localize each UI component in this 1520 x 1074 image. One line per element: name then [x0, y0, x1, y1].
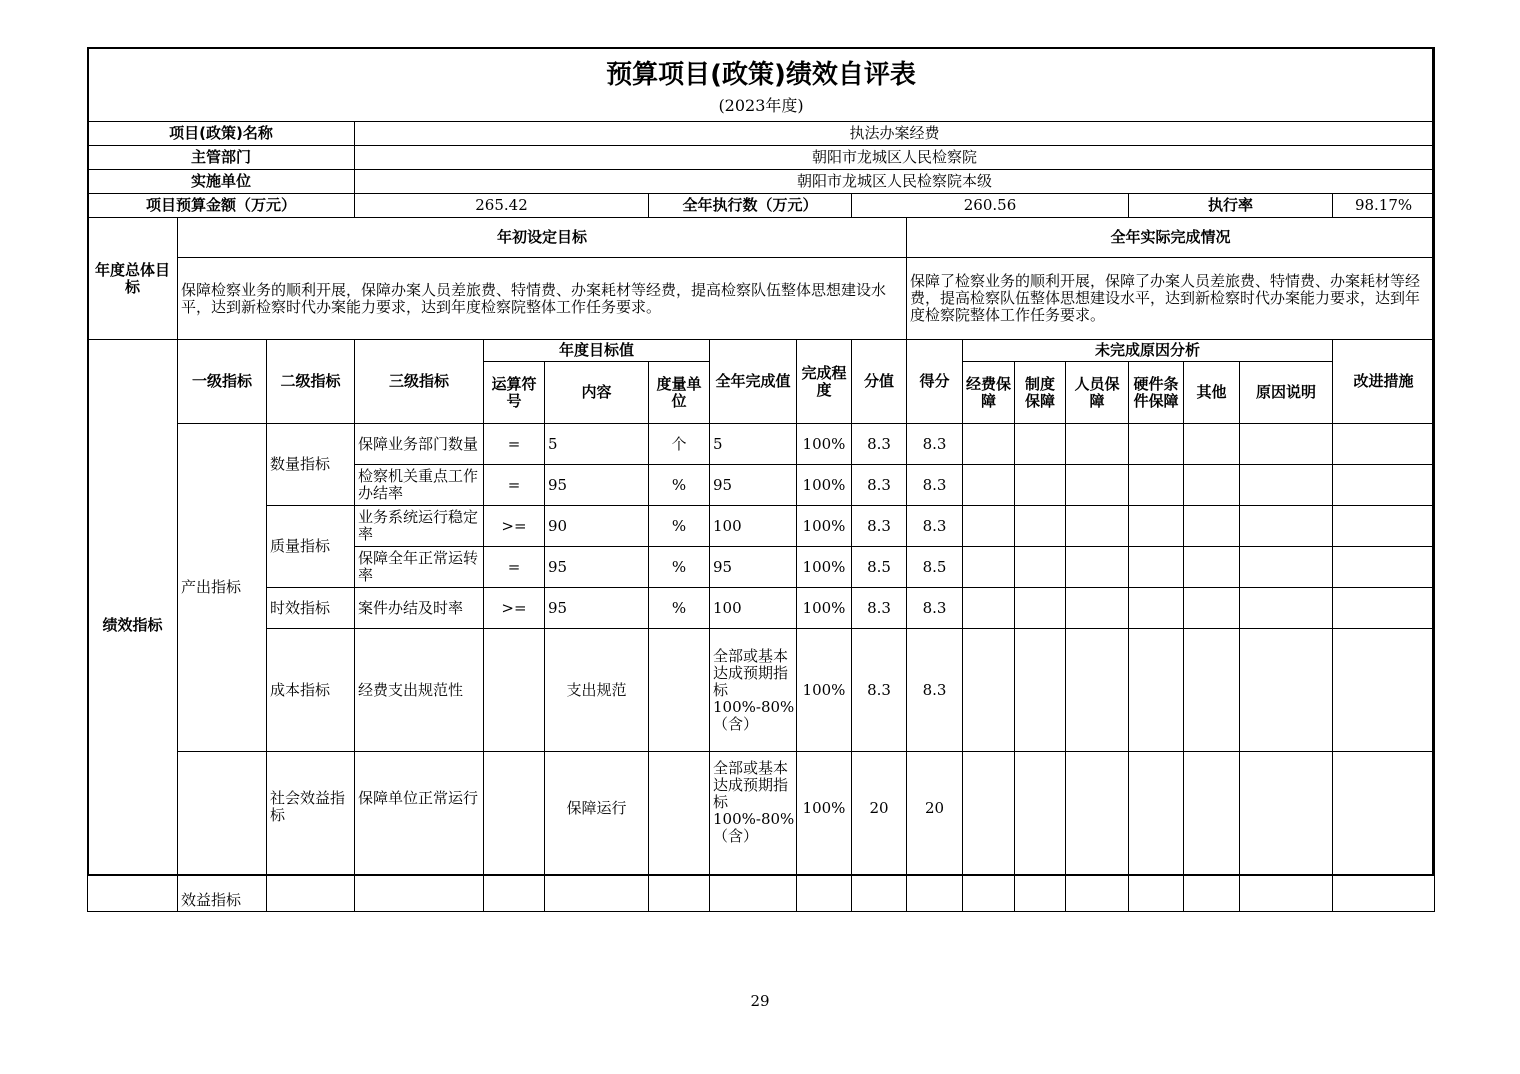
empty-cell: [963, 752, 1015, 912]
level3-cell: 保障业务部门数量: [355, 424, 484, 465]
empty-cell: [963, 465, 1015, 506]
actual-completion-text: 保障了检察业务的顺利开展，保障了办案人员差旅费、特情费、办案耗材等经费，提高检察队伍整体思想建设水平，达到新检察时代办案能力要求，达到年度检察院整体工作任务要求。: [907, 258, 1435, 340]
empty-cell: [1333, 629, 1435, 752]
empty-cell: [1333, 424, 1435, 465]
content-cell: 95: [545, 547, 649, 588]
executed-label: 全年执行数（万元）: [649, 194, 852, 218]
empty-cell: [1184, 752, 1240, 912]
unit-cell: %: [649, 588, 710, 629]
empty-cell: [1015, 629, 1066, 752]
empty-cell: [1129, 465, 1184, 506]
content-cell: 90: [545, 506, 649, 547]
header-level3: 三级指标: [355, 340, 484, 424]
unit-cell: %: [649, 547, 710, 588]
empty-cell: [1015, 465, 1066, 506]
page-number: 29: [750, 992, 770, 1010]
empty-cell: [1066, 506, 1129, 547]
header-level1: 一级指标: [178, 340, 267, 424]
completion-cell: 100%: [797, 752, 852, 912]
empty-cell: [1015, 506, 1066, 547]
empty-cell: [1129, 547, 1184, 588]
level3-cell: 检察机关重点工作办结率: [355, 465, 484, 506]
header-reason-note: 原因说明: [1240, 362, 1333, 424]
header-target-group: 年度目标值: [484, 340, 710, 362]
content-cell: 保障运行: [545, 752, 649, 912]
actual-cell: 全部或基本达成预期指标100%-80%（含）: [710, 629, 797, 752]
empty-cell: [1240, 424, 1333, 465]
form-title: 预算项目(政策)绩效自评表: [606, 59, 916, 90]
operator-cell: [484, 629, 545, 752]
operator-cell: =: [484, 465, 545, 506]
unit-cell: [649, 629, 710, 752]
content-cell: 95: [545, 588, 649, 629]
empty-cell: [1240, 588, 1333, 629]
empty-cell: [1184, 588, 1240, 629]
header-other: 其他: [1184, 362, 1240, 424]
operator-cell: =: [484, 424, 545, 465]
score-max-cell: 8.3: [852, 588, 907, 629]
score-cell: 8.3: [907, 424, 963, 465]
completion-cell: 100%: [797, 506, 852, 547]
header-completion: 完成程度: [797, 340, 852, 424]
score-max-cell: 8.3: [852, 424, 907, 465]
header-unit: 度量单位: [649, 362, 710, 424]
header-personnel: 人员保障: [1066, 362, 1129, 424]
content-cell: 95: [545, 465, 649, 506]
actual-cell: 全部或基本达成预期指标100%-80%（含）: [710, 752, 797, 912]
empty-cell: [1240, 547, 1333, 588]
score-max-cell: 20: [852, 752, 907, 912]
table-row: [88, 752, 1435, 912]
score-cell: 8.3: [907, 465, 963, 506]
empty-cell: [1184, 629, 1240, 752]
empty-cell: [1066, 547, 1129, 588]
executed-value: 260.56: [852, 194, 1129, 218]
operator-cell: >=: [484, 588, 545, 629]
empty-cell: [963, 506, 1015, 547]
empty-cell: [1333, 588, 1435, 629]
empty-cell: [1333, 547, 1435, 588]
empty-cell: [1240, 752, 1333, 912]
table-row: [88, 424, 1435, 465]
score-cell: 8.3: [907, 588, 963, 629]
header-operator: 运算符号: [484, 362, 545, 424]
self-evaluation-table: [87, 47, 1434, 909]
budget-value: 265.42: [355, 194, 649, 218]
project-name-label: 项目(政策)名称: [88, 122, 355, 146]
timeliness-indicator-label: 时效指标: [267, 588, 355, 629]
header-actual: 全年完成值: [710, 340, 797, 424]
score-max-cell: 8.3: [852, 629, 907, 752]
unit-value: 朝阳市龙城区人民检察院本级: [355, 170, 1435, 194]
project-name-value: 执法办案经费: [355, 122, 1435, 146]
completion-cell: 100%: [797, 547, 852, 588]
empty-cell: [1015, 752, 1066, 912]
actual-cell: 100: [710, 506, 797, 547]
empty-cell: [1333, 465, 1435, 506]
header-score-max: 分值: [852, 340, 907, 424]
empty-cell: [963, 588, 1015, 629]
dept-label: 主管部门: [88, 146, 355, 170]
unit-label: 实施单位: [88, 170, 355, 194]
level3-cell: 业务系统运行稳定率: [355, 506, 484, 547]
header-improve: 改进措施: [1333, 340, 1435, 424]
header-funding: 经费保障: [963, 362, 1015, 424]
empty-cell: [1184, 424, 1240, 465]
empty-cell: [1066, 752, 1129, 912]
operator-cell: >=: [484, 506, 545, 547]
unit-cell: 个: [649, 424, 710, 465]
unit-cell: %: [649, 506, 710, 547]
table-row: [88, 588, 1435, 629]
operator-cell: [484, 752, 545, 912]
actual-cell: 95: [710, 547, 797, 588]
empty-cell: [1066, 588, 1129, 629]
empty-cell: [1333, 506, 1435, 547]
cost-indicator-label: 成本指标: [267, 629, 355, 752]
operator-cell: =: [484, 547, 545, 588]
empty-cell: [1129, 506, 1184, 547]
empty-cell: [1015, 424, 1066, 465]
header-level2: 二级指标: [267, 340, 355, 424]
empty-cell: [1066, 629, 1129, 752]
level3-cell: 经费支出规范性: [355, 629, 484, 752]
empty-cell: [1333, 752, 1435, 912]
empty-cell: [963, 547, 1015, 588]
completion-cell: 100%: [797, 588, 852, 629]
empty-cell: [1240, 465, 1333, 506]
quantity-indicator-label: 数量指标: [267, 424, 355, 506]
header-score: 得分: [907, 340, 963, 424]
set-goal-header: 年初设定目标: [178, 218, 907, 258]
score-cell: 8.3: [907, 506, 963, 547]
empty-cell: [1015, 547, 1066, 588]
annual-goal-label: 年度总体目标: [88, 218, 178, 340]
completion-cell: 100%: [797, 465, 852, 506]
empty-cell: [1240, 629, 1333, 752]
empty-cell: [1129, 424, 1184, 465]
empty-cell: [1184, 465, 1240, 506]
table-row: [88, 506, 1435, 547]
header-system: 制度保障: [1015, 362, 1066, 424]
empty-cell: [1129, 588, 1184, 629]
table-row: [88, 629, 1435, 752]
level3-cell: 保障单位正常运行: [355, 752, 484, 912]
actual-cell: 95: [710, 465, 797, 506]
empty-cell: [1240, 506, 1333, 547]
empty-cell: [1129, 629, 1184, 752]
score-cell: 8.5: [907, 547, 963, 588]
actual-cell: 100: [710, 588, 797, 629]
empty-cell: [1184, 506, 1240, 547]
level3-cell: 案件办结及时率: [355, 588, 484, 629]
form-year: (2023年度): [718, 95, 804, 115]
social-benefit-indicator-label: 社会效益指标: [267, 752, 355, 912]
empty-cell: [963, 424, 1015, 465]
actual-cell: 5: [710, 424, 797, 465]
empty-cell: [1066, 465, 1129, 506]
score-max-cell: 8.5: [852, 547, 907, 588]
quality-indicator-label: 质量指标: [267, 506, 355, 588]
table-header: [88, 48, 1435, 122]
output-indicator-label: 产出指标: [178, 424, 267, 752]
unit-cell: %: [649, 465, 710, 506]
content-cell: 支出规范: [545, 629, 649, 752]
actual-completion-header: 全年实际完成情况: [907, 218, 1435, 258]
empty-cell: [1129, 752, 1184, 912]
header-content: 内容: [545, 362, 649, 424]
score-max-cell: 8.3: [852, 506, 907, 547]
score-cell: 8.3: [907, 629, 963, 752]
rate-value: 98.17%: [1333, 194, 1435, 218]
empty-cell: [1015, 588, 1066, 629]
empty-cell: [1184, 547, 1240, 588]
budget-label: 项目预算金额（万元）: [88, 194, 355, 218]
dept-value: 朝阳市龙城区人民检察院: [355, 146, 1435, 170]
empty-cell: [963, 629, 1015, 752]
benefit-indicator-label: 效益指标: [178, 752, 267, 912]
header-reason-group: 未完成原因分析: [963, 340, 1333, 362]
empty-cell: [1066, 424, 1129, 465]
rate-label: 执行率: [1129, 194, 1333, 218]
completion-cell: 100%: [797, 629, 852, 752]
score-max-cell: 8.3: [852, 465, 907, 506]
header-hardware: 硬件条件保障: [1129, 362, 1184, 424]
performance-indicators-label: 绩效指标: [88, 340, 178, 912]
level3-cell: 保障全年正常运转率: [355, 547, 484, 588]
score-cell: 20: [907, 752, 963, 912]
unit-cell: [649, 752, 710, 912]
content-cell: 5: [545, 424, 649, 465]
completion-cell: 100%: [797, 424, 852, 465]
set-goal-text: 保障检察业务的顺利开展，保障办案人员差旅费、特情费、办案耗材等经费，提高检察队伍整体思想建设水平，达到新检察时代办案能力要求，达到年度检察院整体工作任务要求。: [178, 258, 907, 340]
